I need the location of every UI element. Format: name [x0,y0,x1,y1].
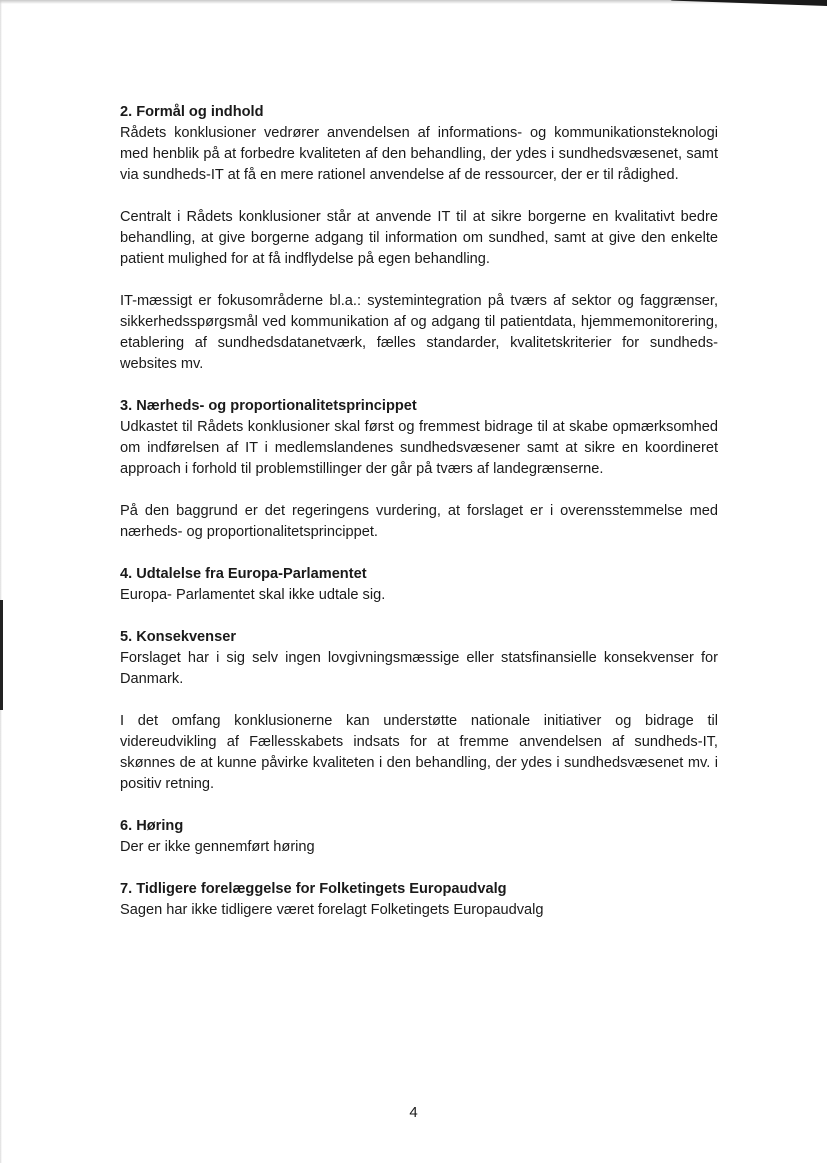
paragraph: IT-mæssigt er fokusområderne bl.a.: systemintegration på tværs af sektor og faggrænser, sikkerhedsspørgsmål ved kommunikation af og adgang til patientdata, hjemmemonitorering, etablering af sundhedsdatanetværk, fælles standarder, kvalitetskriterier for sundheds-websites mv. [120,293,718,372]
section-tidligere-forelaeggelse [120,879,718,921]
scan-left-edge [0,0,2,1163]
section-heading: 2. Formål og indhold [120,104,264,120]
scan-binding-mark [0,600,3,710]
paragraph: I det omfang konklusionerne kan understøtte nationale initiativer og bidrage til videreudvikling af Fællesskabets indsats for at fremme anvendelsen af sundheds-IT, skønnes de at kunne påvirke kvaliteten i den behandling, der ydes i sundhedsvæsenet mv. i positiv retning. [120,713,718,792]
paragraph: Europa- Parlamentet skal ikke udtale sig. [120,587,386,603]
section-udtalelse-europa-parlamentet [120,564,718,606]
section-konsekvenser [120,627,718,795]
paragraph: Udkastet til Rådets konklusioner skal først og fremmest bidrage til at skabe opmærksomhed om indførelsen af IT i medlemslandenes sundhedsvæsener samt at sikre en koordineret approach i forhold til problemstillinger der går på tværs af landegrænserne. [120,419,718,477]
document-body [120,102,718,942]
section-heading: 7. Tidligere forelæggelse for Folketingets Europaudvalg [120,881,507,897]
paragraph: Centralt i Rådets konklusioner står at anvende IT til at sikre borgerne en kvalitativt bedre behandling, at give borgerne adgang til information om sundhed, samt at give den enkelte patient mulighed for at få indflydelse på egen behandling. [120,209,718,267]
paragraph: Forslaget har i sig selv ingen lovgivningsmæssige eller statsfinansielle konsekvenser for Danmark. [120,650,718,687]
section-heading: 5. Konsekvenser [120,629,237,645]
paragraph: Sagen har ikke tidligere været forelagt Folketingets Europaudvalg [120,902,544,918]
paragraph: Der er ikke gennemført høring [120,839,315,855]
section-heading: 6. Høring [120,818,184,834]
section-hoering [120,816,718,858]
section-heading: 4. Udtalelse fra Europa-Parlamentet [120,566,367,582]
page-number: 4 [409,1104,418,1121]
paragraph: På den baggrund er det regeringens vurdering, at forslaget er i overensstemmelse med nærheds- og proportionalitetsprincippet. [120,503,718,540]
section-formaal-og-indhold [120,102,718,375]
section-naerheds-princippet [120,396,718,543]
paragraph: Rådets konklusioner vedrører anvendelsen af informations- og kommunikationsteknologi med henblik på at forbedre kvaliteten af den behandling, der ydes i sundhedsvæsenet, samt via sundheds-IT at få en mere rationel anvendelse af de ressourcer, der er til rådighed. [120,125,718,183]
section-heading: 3. Nærheds- og proportionalitetsprincippet [120,398,417,414]
